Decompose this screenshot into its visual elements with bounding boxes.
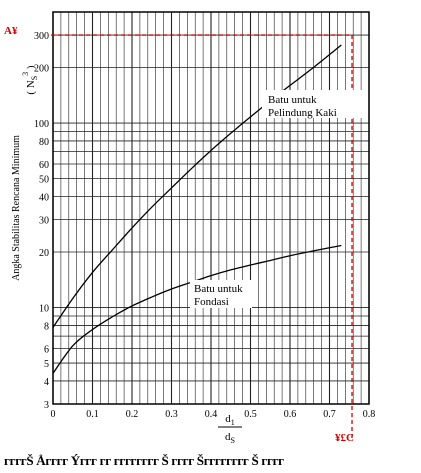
overlay-y-marker-label: A¥	[4, 25, 18, 37]
annotation-pelindung-line1: Batu untuk	[268, 94, 317, 106]
x-axis-label-numerator: $d_1$	[225, 413, 235, 427]
y-tick-label: 3	[44, 400, 49, 411]
x-tick-label: 0.5	[244, 409, 257, 420]
y-tick-label: 50	[39, 174, 49, 186]
x-tick-label: 0.8	[362, 409, 376, 420]
x-axis-label-denominator: $d_S$	[225, 431, 235, 445]
labels	[11, 31, 375, 445]
y-tick-label: 30	[39, 215, 49, 227]
annotation-fondasi-line2: Fondasi	[194, 296, 229, 308]
y-tick-label: 20	[39, 248, 49, 260]
y-tick-label: 5	[44, 359, 49, 371]
x-tick-label: 0.1	[86, 409, 99, 420]
y-tick-label: 100	[34, 119, 49, 131]
x-tick-label: 0.3	[165, 409, 178, 420]
annotation-pelindung-line2: Pelindung Kaki	[268, 107, 337, 119]
caption-row	[0, 453, 421, 471]
y-tick-label: 4	[44, 376, 49, 388]
grid	[53, 12, 369, 404]
x-tick-label: 0.6	[283, 409, 297, 420]
annotation-fondasi-line1: Batu untuk	[194, 283, 243, 295]
overlay-x-marker-label: ¥£C	[335, 432, 354, 444]
figure-caption: ггггŠ Åгггг Ýггг гг гггггггг Š гггг Šгггггггг Š гггг	[4, 453, 284, 468]
x-tick-label: 0.4	[204, 409, 218, 420]
x-tick-label: 0.2	[125, 409, 139, 420]
y-tick-label: 80	[39, 136, 49, 148]
x-tick-label: 0	[50, 409, 56, 420]
y-tick-label: 300	[34, 31, 49, 43]
y-tick-label: 200	[34, 63, 49, 75]
y-tick-label: 8	[44, 321, 49, 333]
y-tick-label: 40	[39, 192, 49, 204]
y-tick-label: 10	[39, 303, 49, 315]
y-tick-label: 60	[39, 159, 49, 171]
y-tick-label: 6	[44, 344, 49, 356]
x-tick-label: 0.7	[323, 409, 336, 420]
y-axis-symbol: ( $N_S^3$ )	[21, 65, 39, 95]
y-axis-label: Angka Stabilitas Rencana Minimum	[11, 135, 22, 281]
